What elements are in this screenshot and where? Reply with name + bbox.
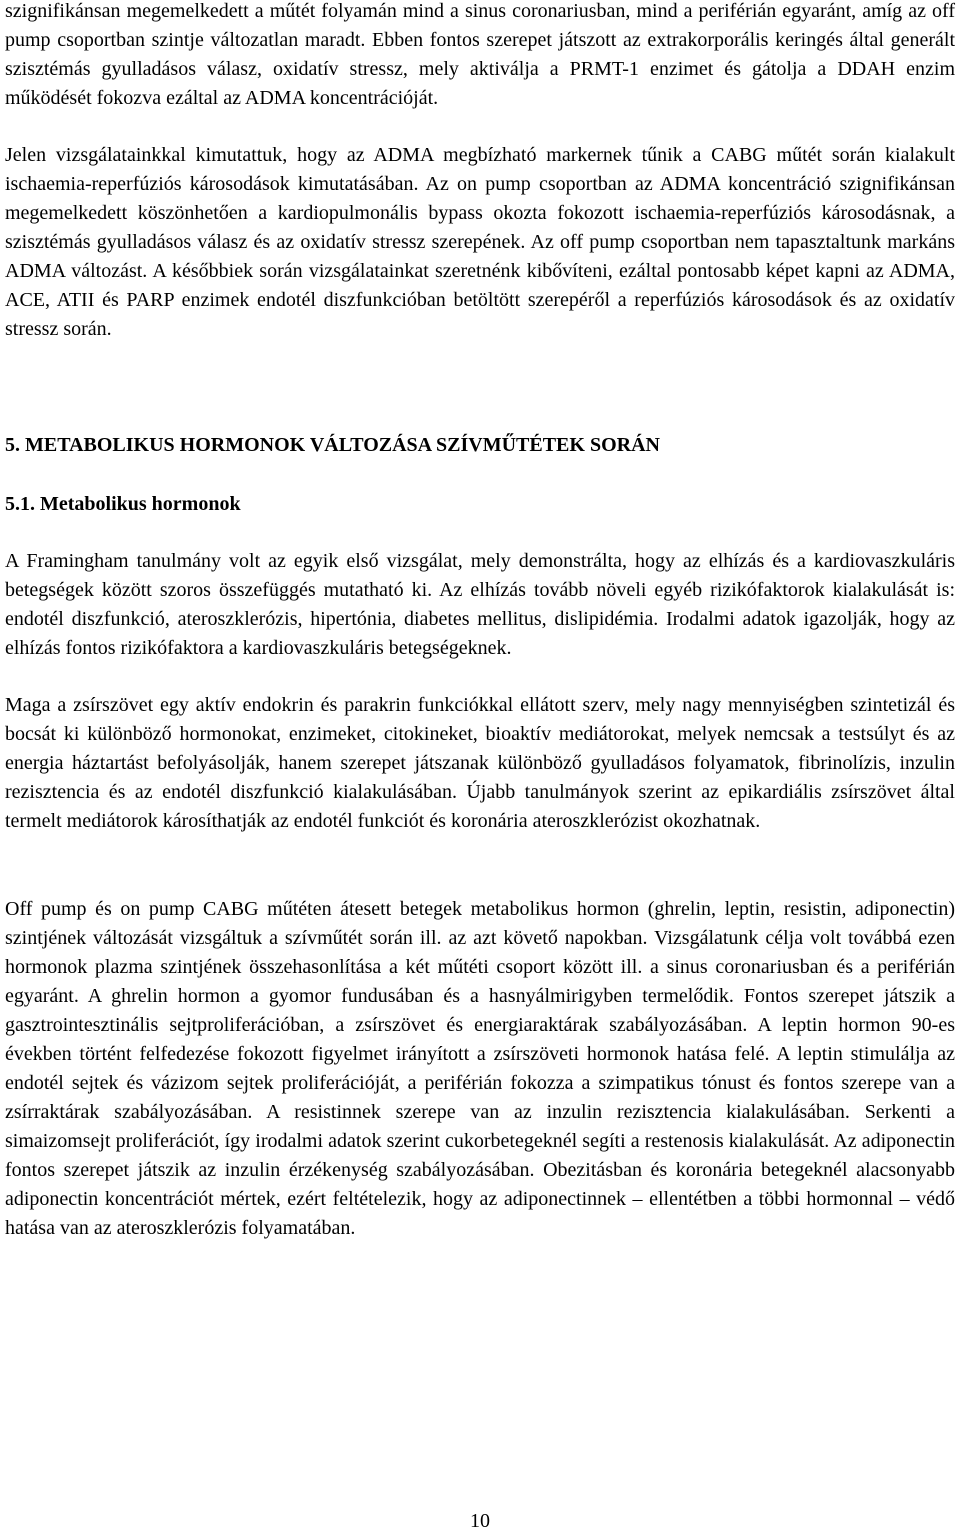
paragraph-conclusion: Jelen vizsgálatainkkal kimutattuk, hogy az ADMA megbízható markernek tűnik a CABG műtét során kialakult ischaemia-reperfúziós károsodások kimutatásában. Az on pump csoportban az ADMA koncentráció szignifikánsan megemelkedett köszönhetően a kardiopulmonális bypass okozta fokozott ischaemia-reperfúziós károsodásnak, a szisztémás gyulladásos válasz és az oxidatív stressz szerepének. Az off pump csoportban nem tapasztaltunk markáns ADMA változást. A későbbiek során vizsgálatainkat szeretnénk kibővíteni, ezáltal pontosabb képet kapni az ADMA, ACE, ATII és PARP enzimek endotél diszfunkcióban betöltött szerepéről a reperfúziós károsodások és az oxidatív stressz során. [5,144,955,340]
paragraph-adipose-tissue: Maga a zsírszövet egy aktív endokrin és parakrin funkciókkal ellátott szerv, mely nagy mennyiségben szintetizál és bocsát ki különböző hormonokat, enzimeket, citokineket, bioaktív mediátorokat, melyek nemcsak a testsúlyt és az energia háztartást befolyásolják, hanem szerepet játszanak különböző gyulladásos folyamatok, fibrinolízis, inzulin rezisztencia és az endotél diszfunkció kialakulásában. Újabb tanulmányok szerint az epikardiális zsírszövet által termelt mediátorok károsíthatják az endotél funkciót és koronária ateroszklerózist okozhatnak. [5,694,955,832]
paragraph-framingham: A Framingham tanulmány volt az egyik első vizsgálat, mely demonstrálta, hogy az elhízás és a kardiovaszkuláris betegségek között szoros összefüggés mutatható ki. Az elhízás tovább növeli egyéb rizikófaktorok kialakulását is: endotél diszfunkció, ateroszklerózis, hipertónia, diabetes mellitus, dislipidémia. Irodalmi adatok igazolják, hogy az elhízás fontos rizikófaktora a kardiovaszkuláris betegségeknek. [5,550,955,659]
paragraph-continued: szignifikánsan megemelkedett a műtét folyamán mind a sinus coronariusban, mind a periférián egyaránt, amíg az off pump csoportban szintje változatlan maradt. Ebben fontos szerepet játszott az extrakorporális keringés által generált szisztémás gyulladásos válasz, oxidatív stressz, mely aktiválja a PRMT-1 enzimet és gátolja a DDAH enzim működését fokozva ezáltal az ADMA koncentrációját. [5,0,955,109]
chapter-heading: 5. METABOLIKUS HORMONOK VÁLTOZÁSA SZÍVMŰTÉTEK SORÁN [5,434,660,456]
section-heading: 5.1. Metabolikus hormonok [5,493,241,515]
paragraph-hormones: Off pump és on pump CABG műtéten átesett betegek metabolikus hormon (ghrelin, leptin, resistin, adiponectin) szintjének változását vizsgáltuk a szívműtét során ill. az azt követő napokban. Vizsgálatunk célja volt továbbá ezen hormonok plazma szintjének összehasonlítása a két műtéti csoport között ill. a sinus coronariusban és a periférián egyaránt. A ghrelin hormon a gyomor fundusában és a hasnyálmirigyben termelődik. Fontos szerepet játszik a gasztrointesztinális sejtproliferációban, a zsírszövet és energiaraktárak szabályozásában. A leptin hormon 90-es években történt felfedezése fokozott figyelmet irányított a zsírszöveti hormonok hatása felé. A leptin stimulálja az endotél sejtek és vázizom sejtek proliferációját, a periférián fokozza a szimpatikus tónust és fontos szerepe van a zsírraktárak szabályozásában. A resistinnek szerepe van az inzulin rezisztencia kialakulásában. Serkenti a simaizomsejt proliferációt, így irodalmi adatok szerint cukorbetegeknél segíti a restenosis kialakulását. Az adiponectin fontos szerepet játszik az inzulin érzékenység szabályozásában. Obezitásban és koronária betegeknél alacsonyabb adiponectin koncentrációt mértek, ezért feltételezik, hogy az adiponectinnek – ellentétben a többi hormonnal – védő hatása van az ateroszklerózis folyamatában. [5,898,955,1239]
page-number: 10 [470,1510,490,1532]
